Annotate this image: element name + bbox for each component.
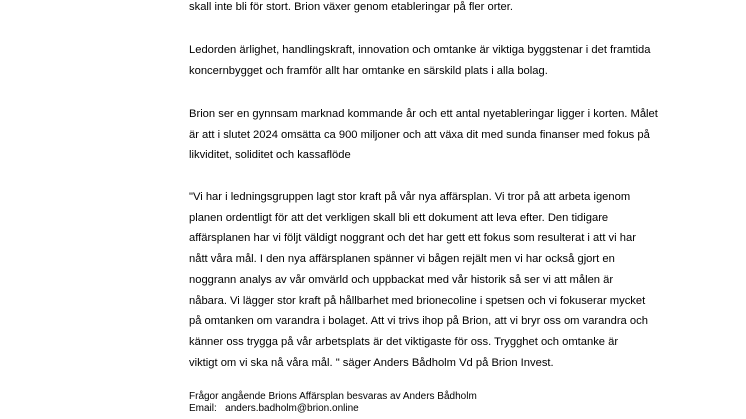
paragraph-market-outlook — [189, 104, 719, 166]
text-line: nått våra mål. I den nya affärsplanen spänner vi bågen rejält men vi har också gjort en — [189, 253, 615, 266]
contact-email-line — [189, 403, 719, 415]
paragraph-values — [189, 40, 719, 81]
email-label: Email: — [189, 403, 217, 414]
text-line: känner oss trygga på vår arbetsplats är det viktigaste för oss. Trygghet och omtanke är — [189, 335, 619, 348]
email-value: anders.badholm@brion.online — [225, 403, 359, 414]
text-line: Brion ser en gynnsam marknad kommande år och ett antal nyetableringar ligger i korten. Målet — [189, 108, 658, 120]
text-line: affärsplanen har vi följt väldigt noggrant och det har gett ett fokus som resulterat i att vi har — [189, 232, 636, 245]
text-line: är att i slutet 2024 omsätta ca 900 miljoner och att växa dit med sunda finanser med fokus på — [189, 128, 650, 141]
contact-intro: Frågor angående Brions Affärsplan besvaras av Anders Bådholm — [189, 391, 477, 402]
paragraph-ceo-quote — [189, 187, 719, 373]
text-line: på omtanken om varandra i bolaget. Att vi trivs ihop på Brion, att vi bryr oss om varandra och — [189, 315, 648, 328]
text-line: noggrann analys av vår omvärld och uppbackat med vår historik så ser vi att målen är — [189, 273, 614, 286]
paragraph-expansion — [189, 0, 719, 18]
text-line: skall inte bli för stort. Brion växer genom etableringar på fler orter. — [189, 1, 513, 13]
text-line: planen ordentligt för att det verkligen skall bli ett dokument att leva efter. Den tidigare — [189, 211, 609, 224]
text-line: viktigt om vi ska nå våra mål. " säger Anders Bådholm Vd på Brion Invest. — [189, 356, 554, 369]
text-line: "Vi har i ledningsgruppen lagt stor kraft på vår nya affärsplan. Vi tror på att arbeta igenom — [189, 191, 631, 203]
text-line: nåbara. Vi lägger stor kraft på hållbarhet med brionecoline i spetsen och vi fokuserar mycket — [189, 294, 646, 307]
contact-block — [189, 391, 719, 415]
text-line: likviditet, soliditet och kassaflöde — [189, 149, 351, 162]
text-line: koncernbygget och framför allt har omtanke en särskild plats i alla bolag. — [189, 64, 548, 77]
text-line: Ledorden ärlighet, handlingskraft, innovation och omtanke är viktiga byggstenar i det framtida — [189, 44, 651, 56]
